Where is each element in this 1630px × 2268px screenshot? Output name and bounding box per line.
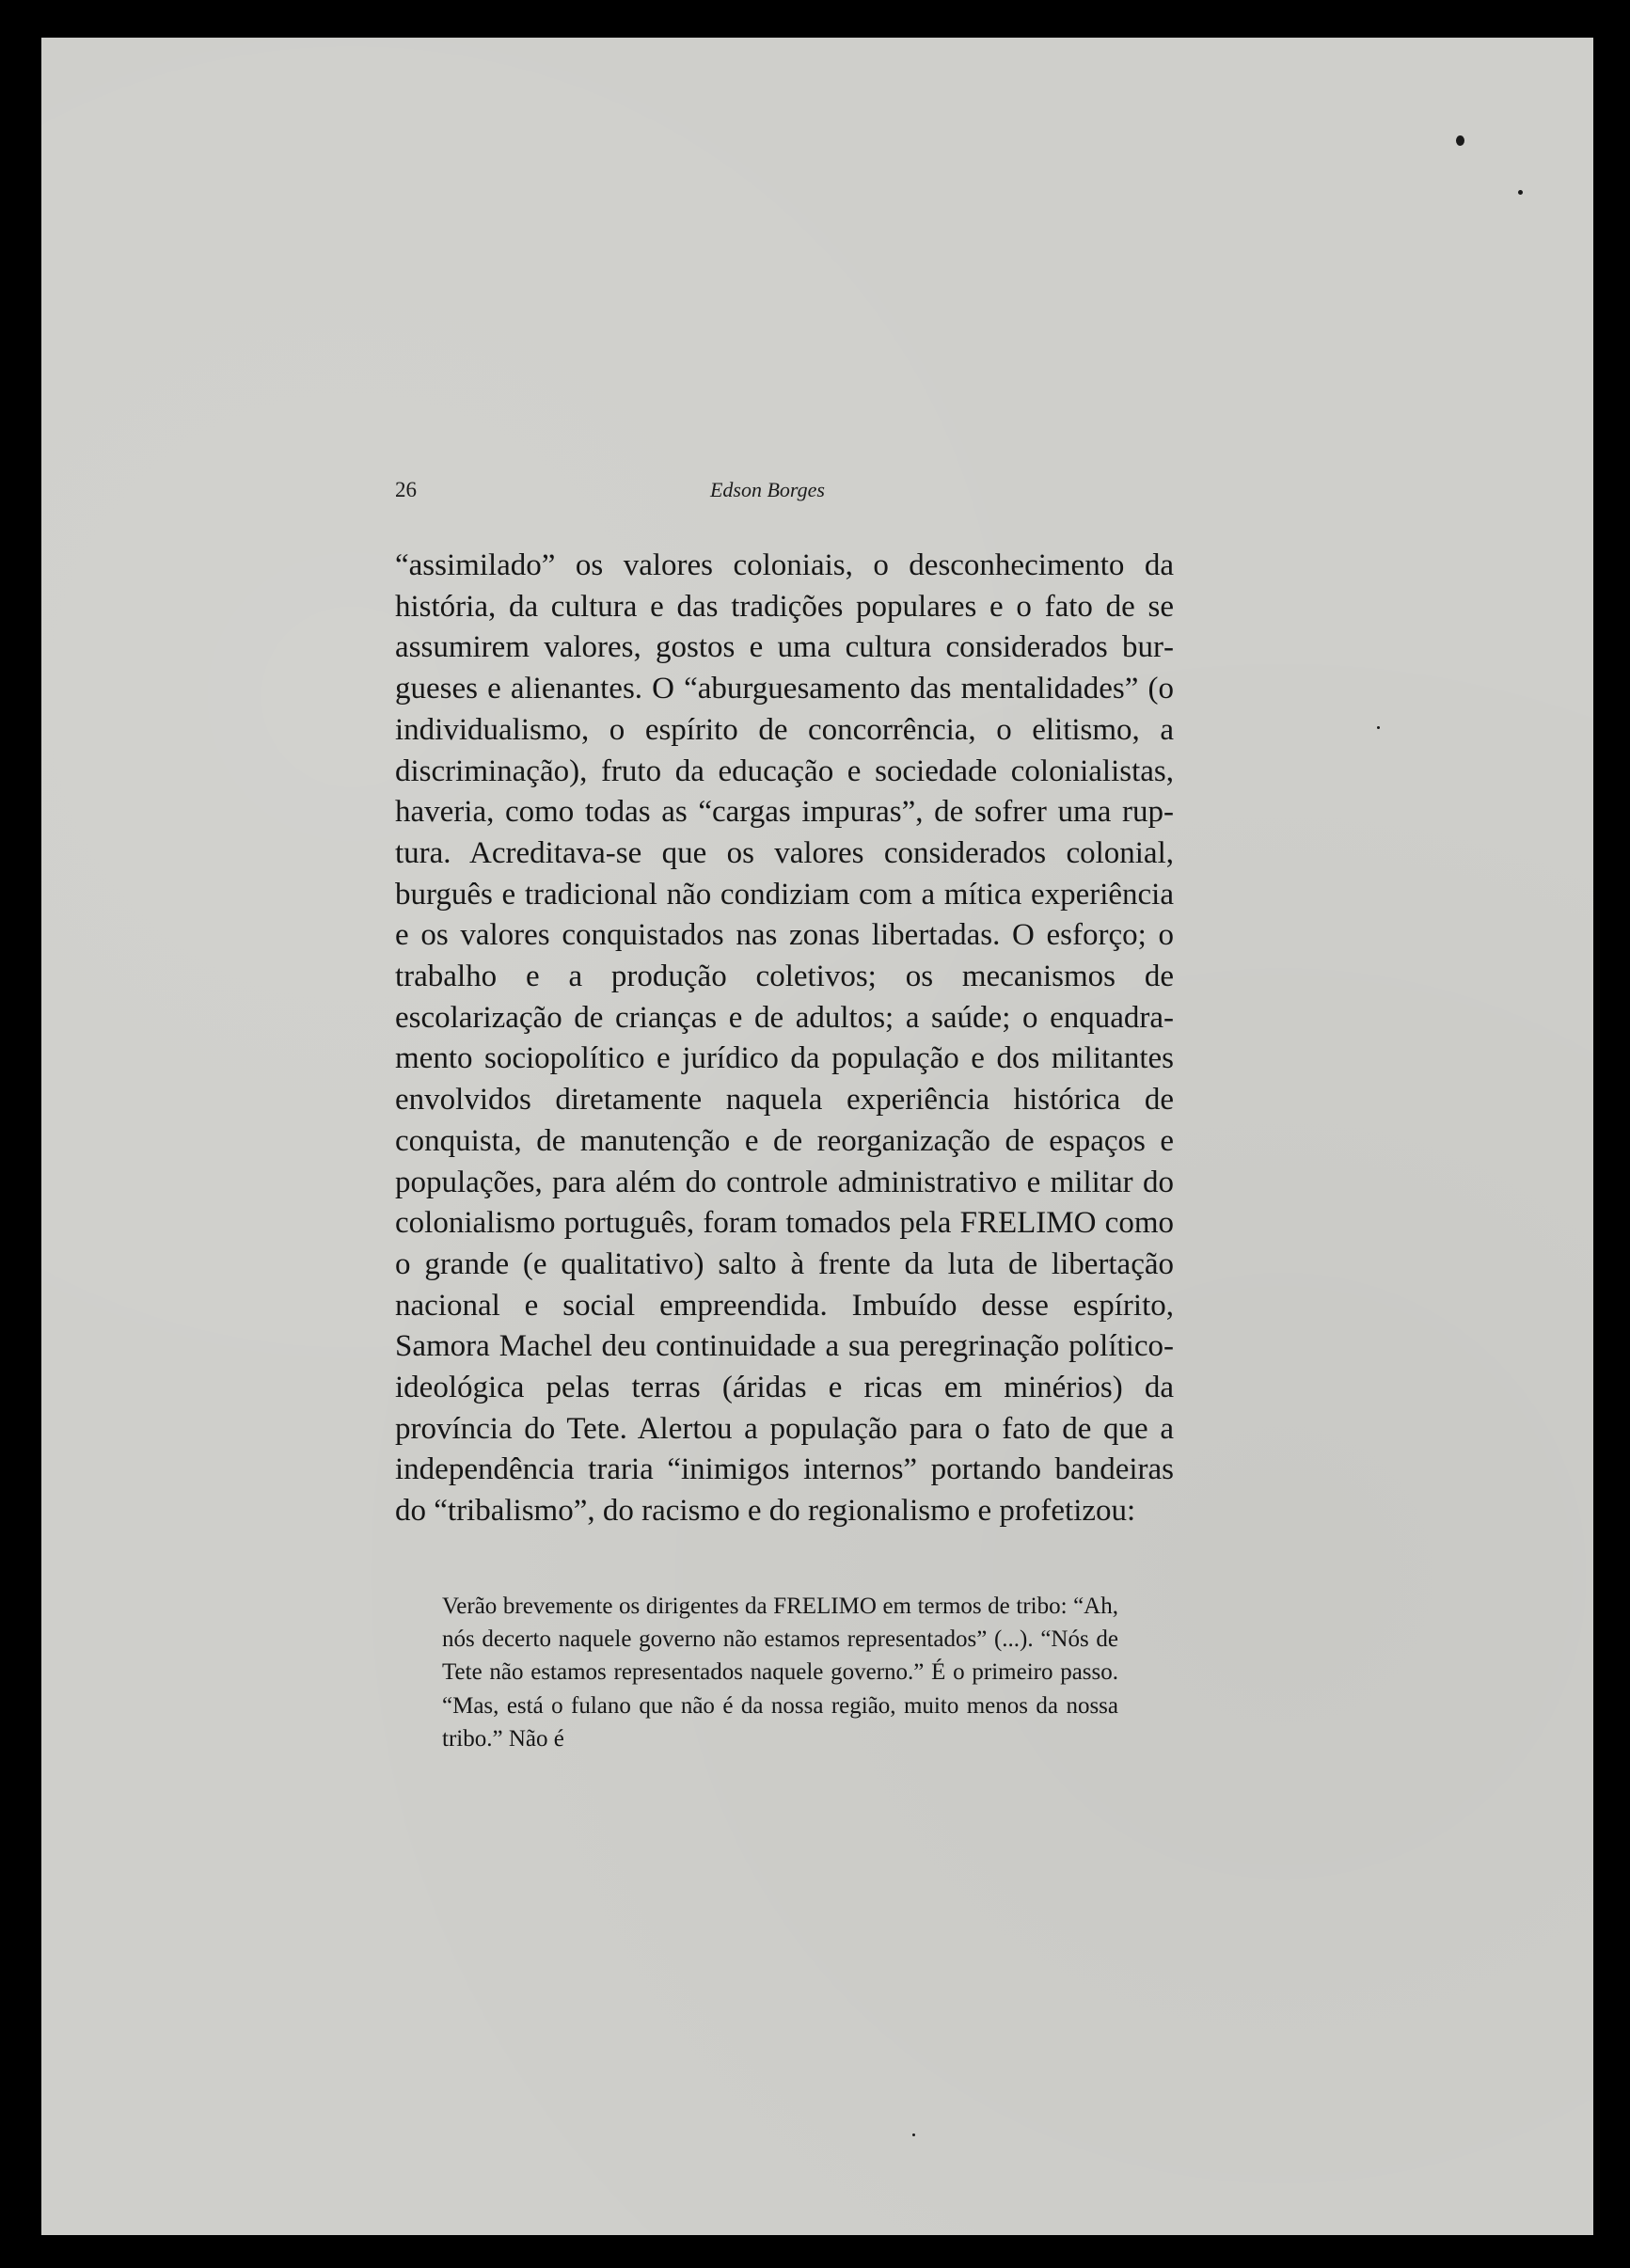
ink-speck [1456, 135, 1464, 146]
body-paragraph: “assimilado” os valores coloniais, o desconhecimento da história, da cultura e das tradições populares e o fato de se assumirem valores, gostos e uma cultura considerados burgueses e alienantes. O “aburguesamento das mentalidades” (o individualismo, o espírito de concorrência, o elitismo, a discriminação), fruto da educação e sociedade colonialistas, haveria, como todas as “cargas impuras”, de sofrer uma ruptura. Acreditava-se que os valores considerados colonial, burguês e tradicional não condiziam com a mítica experiência e os valores conquistados nas zonas libertadas. O esforço; o trabalho e a produção coletivos; os mecanismos de escolarização de crianças e de adultos; a saúde; o enquadramento sociopolítico e jurídico da população e dos militantes envolvidos diretamente naquela experiência histórica de conquista, de manutenção e de reorganização de espaços e populações, para além do controle administrativo e militar do colonialismo português, foram tomados pela FRELIMO como o grande (e qualitativo) salto à frente da luta de libertação nacional e social empreendida. Imbuído desse espírito, Samora Machel deu continuidade a sua peregrinação político-ideológica pelas terras (áridas e ricas em minérios) da província do Tete. Alertou a população para o fato de que a independência traria “inimigos internos” portando bandeiras do “tribalismo”, do racismo e do regionalismo e profetizou: [395, 548, 1174, 1529]
page-number: 26 [395, 478, 417, 501]
block-quote: Verão brevemente os dirigentes da FRELIMO em termos de tribo: “Ah, nós decerto naquele governo não estamos representados” (...). “Nós de Tete não estamos representados naquele governo.” É o primeiro passo. “Mas, está o fulano que não é da nossa região, muito menos da nossa tribo.” Não é [442, 1594, 1118, 1752]
page-header [395, 478, 1147, 515]
ink-speck [912, 2133, 915, 2136]
running-head-author: Edson Borges [709, 478, 825, 501]
ink-speck [1518, 190, 1523, 195]
ink-speck [1377, 726, 1380, 729]
